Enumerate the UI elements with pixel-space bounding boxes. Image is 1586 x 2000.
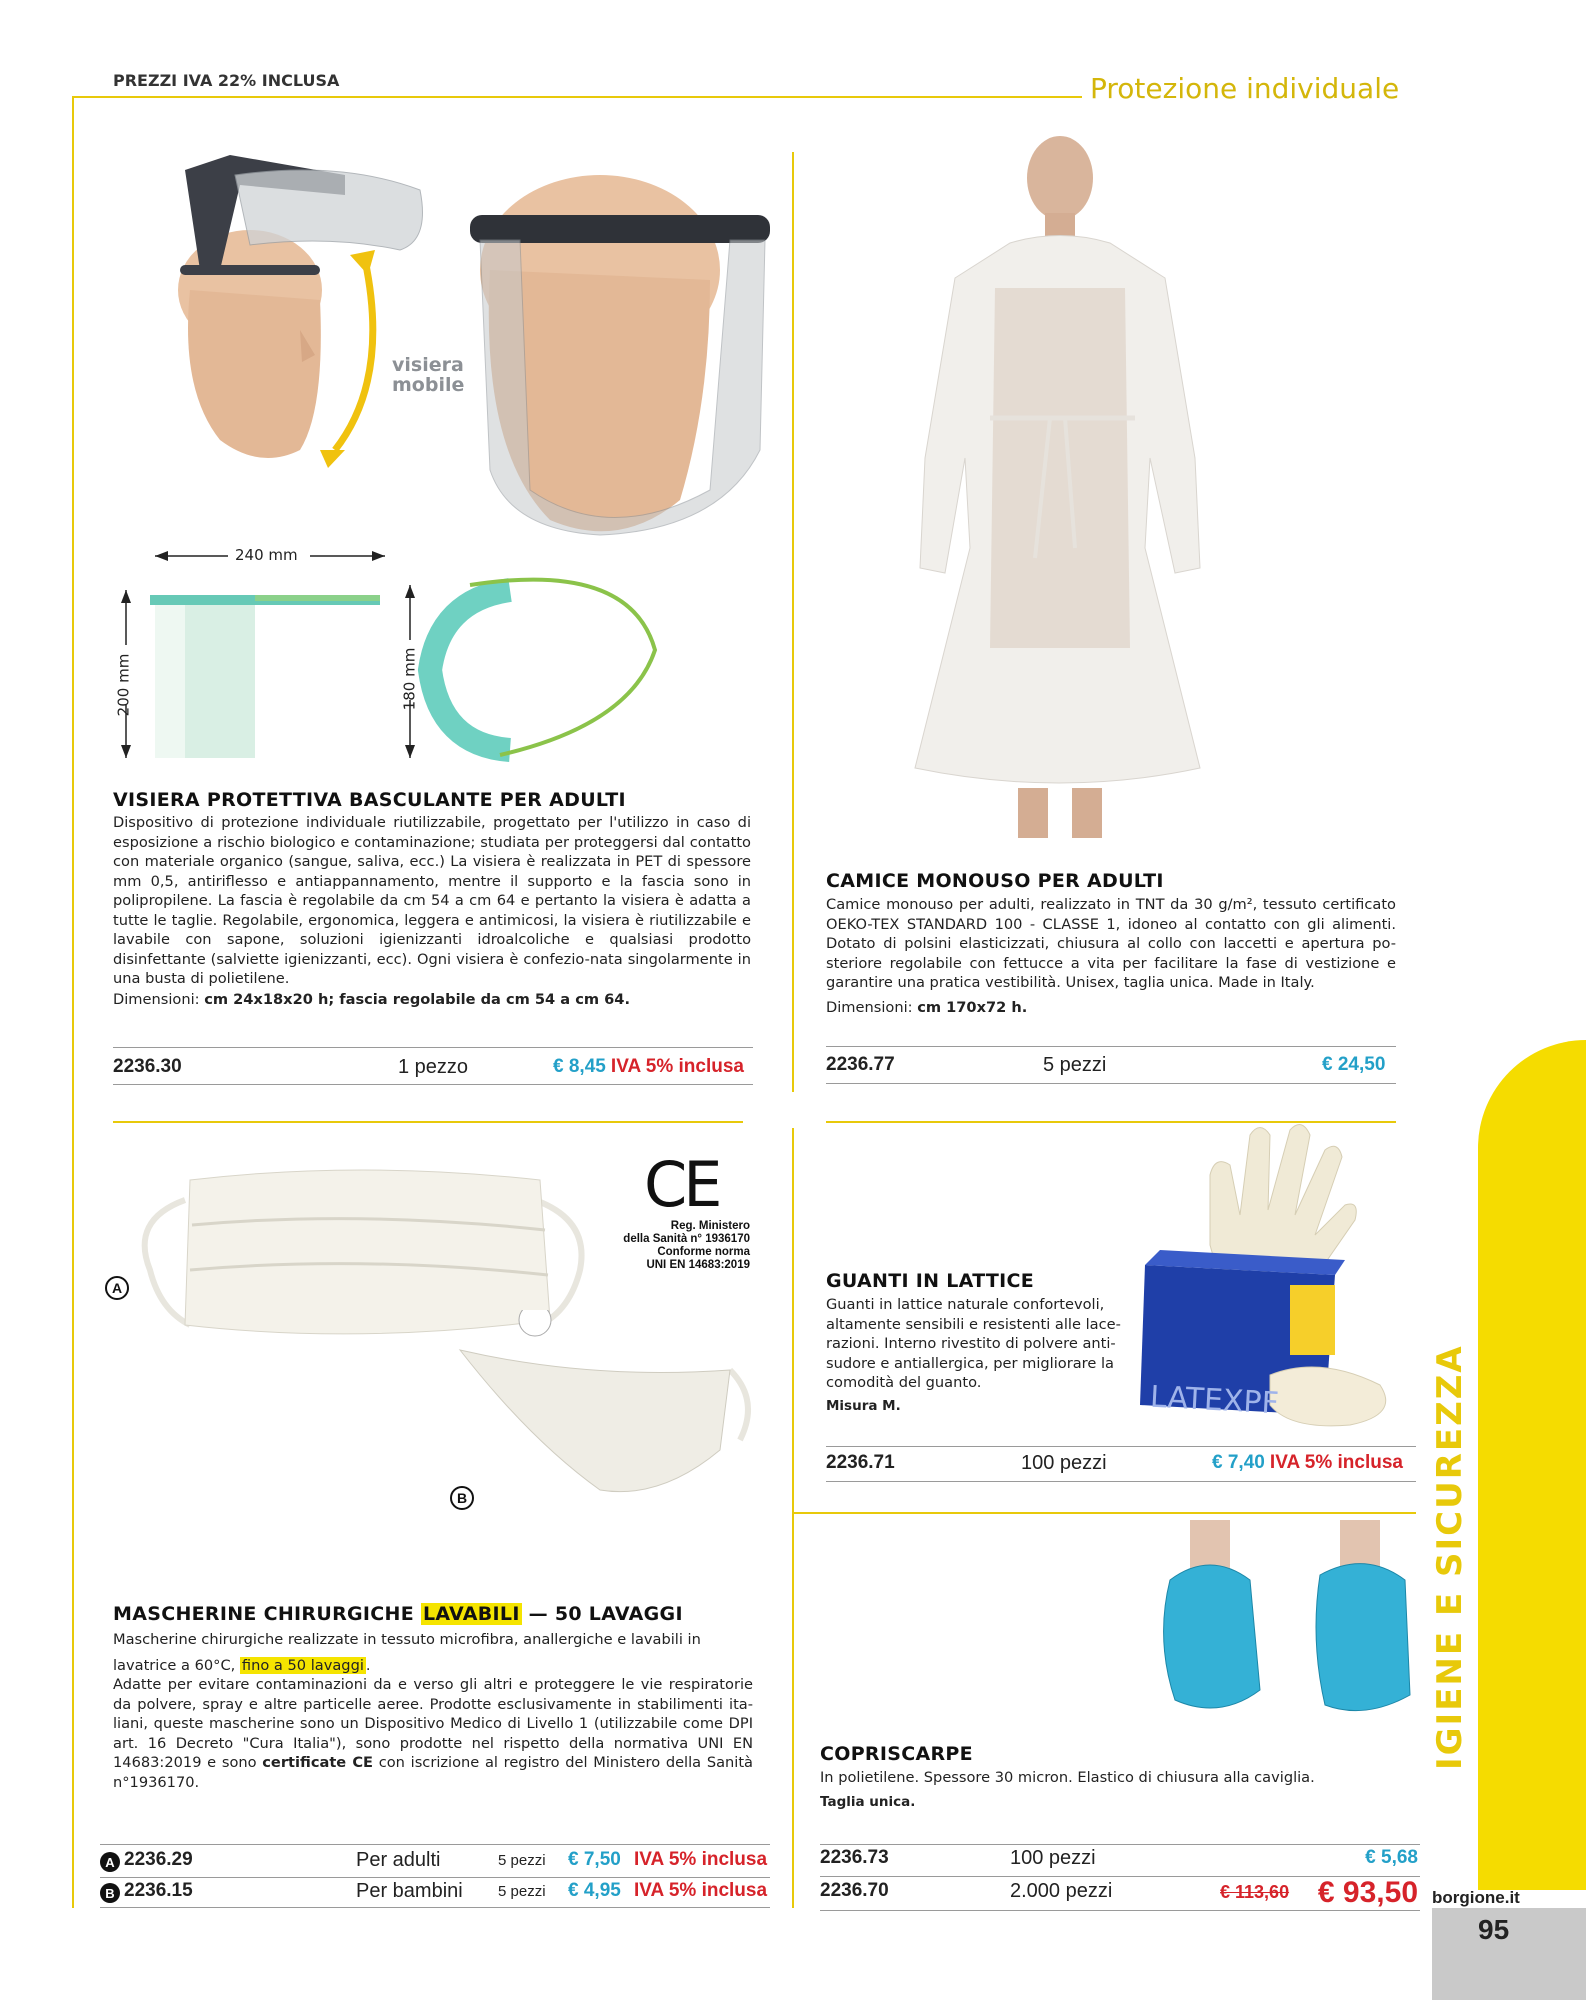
gown-price-bottom-rule bbox=[826, 1083, 1396, 1084]
visor-dimensions-label: Dimensioni: bbox=[113, 991, 200, 1008]
visor-label-line2: mobile bbox=[392, 374, 465, 396]
overshoes-title: COPRISCARPE bbox=[820, 1743, 973, 1765]
side-tab bbox=[1478, 1040, 1586, 1890]
gown-dimensions-label: Dimensioni: bbox=[826, 999, 913, 1016]
ce-registration bbox=[570, 1220, 750, 1272]
masks-title-highlight: LAVABILI bbox=[422, 1603, 520, 1625]
masks-title-part1: MASCHERINE CHIRURGICHE bbox=[113, 1603, 415, 1625]
visor-dimensions-value: cm 24x18x20 h; fascia regolabile da cm 54 a cm 64. bbox=[204, 991, 631, 1008]
masks-desc2-part1: Adatte per evitare contaminazioni da e verso gli altri e proteggere le vie respiratorie da polvere, spray e altre particelle aeree. Prodotte esclusivamente in stabilimenti ita-liani, queste mascherine sono un Dispositivo Medico di Livello 1 (utilizzabile come DPI art. 16 Decreto "Cura Italia"), sono prodotte nel rispetto della normativa UNI EN 14683:2019 e sono bbox=[113, 1676, 753, 1771]
overshoes-price-bottom-rule bbox=[820, 1910, 1420, 1911]
gown-code: 2236.77 bbox=[826, 1054, 895, 1075]
gown-title: CAMICE MONOUSO PER ADULTI bbox=[826, 870, 1164, 892]
section-title: Protezione individuale bbox=[1090, 72, 1400, 105]
mask-row-a bbox=[100, 1849, 770, 1875]
gloves-price-top-rule bbox=[826, 1446, 1416, 1447]
visor-price-value: € 8,45 bbox=[553, 1056, 606, 1077]
masks-desc1-highlight: fino a 50 lavaggi bbox=[241, 1657, 364, 1674]
gloves-code: 2236.71 bbox=[826, 1452, 895, 1473]
mask-badge-b: B bbox=[450, 1486, 474, 1510]
gown-description: Camice monouso per adulti, realizzato in TNT da 30 g/m², tessuto certificato OEKO-TEX STANDARD 100 - CLASSE 1, idoneo al contatto con gli alimenti. Dotato di polsini elasticizzati, chiusura al collo con laccetti e apertura po-steriore regolabile con fettucce a vita per facilitare la fase di vestizione e garantire una pratica vestibilità. Unisex, taglia unica. Made in Italy. bbox=[826, 896, 1396, 991]
masks-desc1-text: Mascherine chirurgiche realizzate in tessuto microfibra, anallergiche e lavabili in lavatrice a 60°C, bbox=[113, 1631, 701, 1674]
visor-mobile-label bbox=[392, 355, 464, 395]
vat-note: PREZZI IVA 22% INCLUSA bbox=[113, 71, 340, 90]
overshoes-row-1 bbox=[820, 1847, 1420, 1875]
overshoes-row-1-price: € 5,68 bbox=[1365, 1847, 1418, 1868]
page-number: 95 bbox=[1478, 1914, 1510, 1945]
overshoes-price-top-rule bbox=[820, 1844, 1420, 1845]
masks-price-top-rule bbox=[100, 1844, 770, 1845]
center-rule-top bbox=[792, 152, 794, 1092]
visor-quantity: 1 pezzo bbox=[398, 1056, 469, 1078]
gown-price: € 24,50 bbox=[1322, 1054, 1386, 1075]
mask-badge-a: A bbox=[105, 1276, 129, 1300]
left-rule bbox=[72, 96, 74, 1908]
mask-row-b-price: € 4,95 bbox=[568, 1880, 621, 1901]
ce-line3: Conforme norma bbox=[657, 1246, 750, 1258]
visor-price-top-rule bbox=[113, 1047, 753, 1048]
masks-desc1-end: . bbox=[365, 1657, 371, 1674]
visor-price bbox=[553, 1056, 744, 1078]
gloves-vat: IVA 5% inclusa bbox=[1269, 1452, 1403, 1473]
mask-row-a-vat: IVA 5% inclusa bbox=[634, 1849, 768, 1870]
ce-mark: CE bbox=[644, 1148, 719, 1221]
masks-desc2-part2: con iscrizione al registro del Ministero della Sanità n°1936170. bbox=[113, 1754, 753, 1791]
divider-right-low bbox=[792, 1512, 1416, 1514]
mask-row-a-variant: Per adulti bbox=[356, 1849, 441, 1871]
masks-title bbox=[113, 1603, 683, 1625]
gloves-description: Guanti in lattice naturale confortevoli, altamente sensibili e resistenti alle lace-razioni. Interno rivestito di polvere anti-sudore e antiallergica, per migliorare la comodità del guanto. bbox=[826, 1296, 1121, 1391]
gown-price-top-rule bbox=[826, 1046, 1396, 1047]
masks-description-1 bbox=[113, 1627, 753, 1679]
site-url: borgione.it bbox=[1432, 1888, 1520, 1907]
gloves-price-value: € 7,40 bbox=[1212, 1452, 1265, 1473]
mask-row-b-code: 2236.15 bbox=[124, 1880, 193, 1901]
masks-description-2 bbox=[113, 1675, 753, 1792]
visor-image bbox=[150, 150, 780, 540]
gloves-quantity: 100 pezzi bbox=[1021, 1452, 1107, 1474]
overshoes-row-2 bbox=[820, 1876, 1420, 1910]
visor-title: VISIERA PROTETTIVA BASCULANTE PER ADULTI bbox=[113, 789, 626, 811]
masks-price-mid-rule bbox=[100, 1877, 770, 1878]
mask-row-a-code: 2236.29 bbox=[124, 1849, 193, 1870]
gloves-price-bottom-rule bbox=[826, 1481, 1416, 1482]
gloves-box-text: LATEXPF bbox=[1149, 1379, 1280, 1422]
gloves-title: GUANTI IN LATTICE bbox=[826, 1270, 1035, 1292]
gloves-price bbox=[1212, 1452, 1403, 1474]
overshoes-row-2-code: 2236.70 bbox=[820, 1880, 889, 1901]
ce-line4: UNI EN 14683:2019 bbox=[646, 1259, 750, 1271]
mask-row-a-price: € 7,50 bbox=[568, 1849, 621, 1870]
mask-row-a-badge: A bbox=[100, 1852, 120, 1872]
visor-code: 2236.30 bbox=[113, 1056, 182, 1077]
overshoes-row-2-price: € 93,50 bbox=[1317, 1876, 1418, 1909]
mask-row-b-badge: B bbox=[100, 1883, 120, 1903]
masks-price-bottom-rule bbox=[100, 1907, 770, 1908]
visor-label-line1: visiera bbox=[392, 354, 464, 376]
dim-width: 240 mm bbox=[235, 546, 298, 564]
ce-line1: Reg. Ministero bbox=[670, 1220, 750, 1232]
masks-desc2-bold: certificate CE bbox=[262, 1754, 374, 1771]
header-rule bbox=[72, 96, 1082, 98]
mask-row-b bbox=[100, 1880, 770, 1906]
ce-line2: della Sanità n° 1936170 bbox=[623, 1233, 750, 1245]
overshoes-image bbox=[1150, 1520, 1430, 1730]
overshoes-description: In polietilene. Spessore 30 micron. Elastico di chiusura alla caviglia. bbox=[820, 1769, 1315, 1786]
overshoes-row-2-quantity: 2.000 pezzi bbox=[1010, 1880, 1113, 1902]
mask-row-b-vat: IVA 5% inclusa bbox=[634, 1880, 768, 1901]
visor-description: Dispositivo di protezione individuale riutilizzabile, progettato per l'utilizzo in caso di esposizione a rischio biologico e contaminazione; studiata per proteggersi dal contatto con materiale organico (sangue, saliva, ecc.) La visiera è realizzata in PET di spessore mm 0,5, antiriflesso e antiappannamento, mentre il supporto e la fascia sono in polipropilene. La fascia è regolabile da cm 54 a cm 64 e pertanto la visiera è adatta a tutte le taglie. Regolabile, ergonomica, leggera e antimicosi, la visiera è riutilizzabile e lavabile con sapone, soluzioni igienizzanti idroalcoliche e qualsiasi prodotto disinfettante (salviette igienizzanti, ecc). Ogni visiera è confezio-nata singolarmente in una busta di polietilene. bbox=[113, 814, 751, 987]
mask-row-a-pack: 5 pezzi bbox=[498, 1852, 546, 1869]
divider-left-mid bbox=[113, 1121, 743, 1123]
gown-dimensions-value: cm 170x72 h. bbox=[917, 999, 1028, 1016]
gown-quantity: 5 pezzi bbox=[1043, 1054, 1107, 1076]
overshoes-row-1-quantity: 100 pezzi bbox=[1010, 1847, 1096, 1869]
overshoes-row-1-code: 2236.73 bbox=[820, 1847, 889, 1868]
visor-vat: IVA 5% inclusa bbox=[610, 1056, 744, 1077]
mask-row-b-pack: 5 pezzi bbox=[498, 1883, 546, 1900]
gloves-size: Misura M. bbox=[826, 1398, 901, 1414]
mask-image-b bbox=[440, 1310, 760, 1510]
mask-row-b-variant: Per bambini bbox=[356, 1880, 463, 1902]
dim-height: 200 mm bbox=[114, 653, 133, 717]
overshoes-size: Taglia unica. bbox=[820, 1794, 916, 1810]
overshoes-row-2-old-price: € 113,60 bbox=[1220, 1882, 1290, 1902]
visor-price-bottom-rule bbox=[113, 1084, 753, 1085]
dim-depth: 180 mm bbox=[400, 647, 419, 711]
gown-image bbox=[900, 128, 1220, 848]
masks-title-part2: — 50 LAVAGGI bbox=[528, 1603, 683, 1625]
visor-dimensions bbox=[113, 990, 753, 1010]
gown-dimensions bbox=[826, 998, 1396, 1018]
center-rule-bottom bbox=[792, 1128, 794, 1908]
side-tab-label: IGIENE E SICUREZZA bbox=[1430, 1344, 1470, 1770]
